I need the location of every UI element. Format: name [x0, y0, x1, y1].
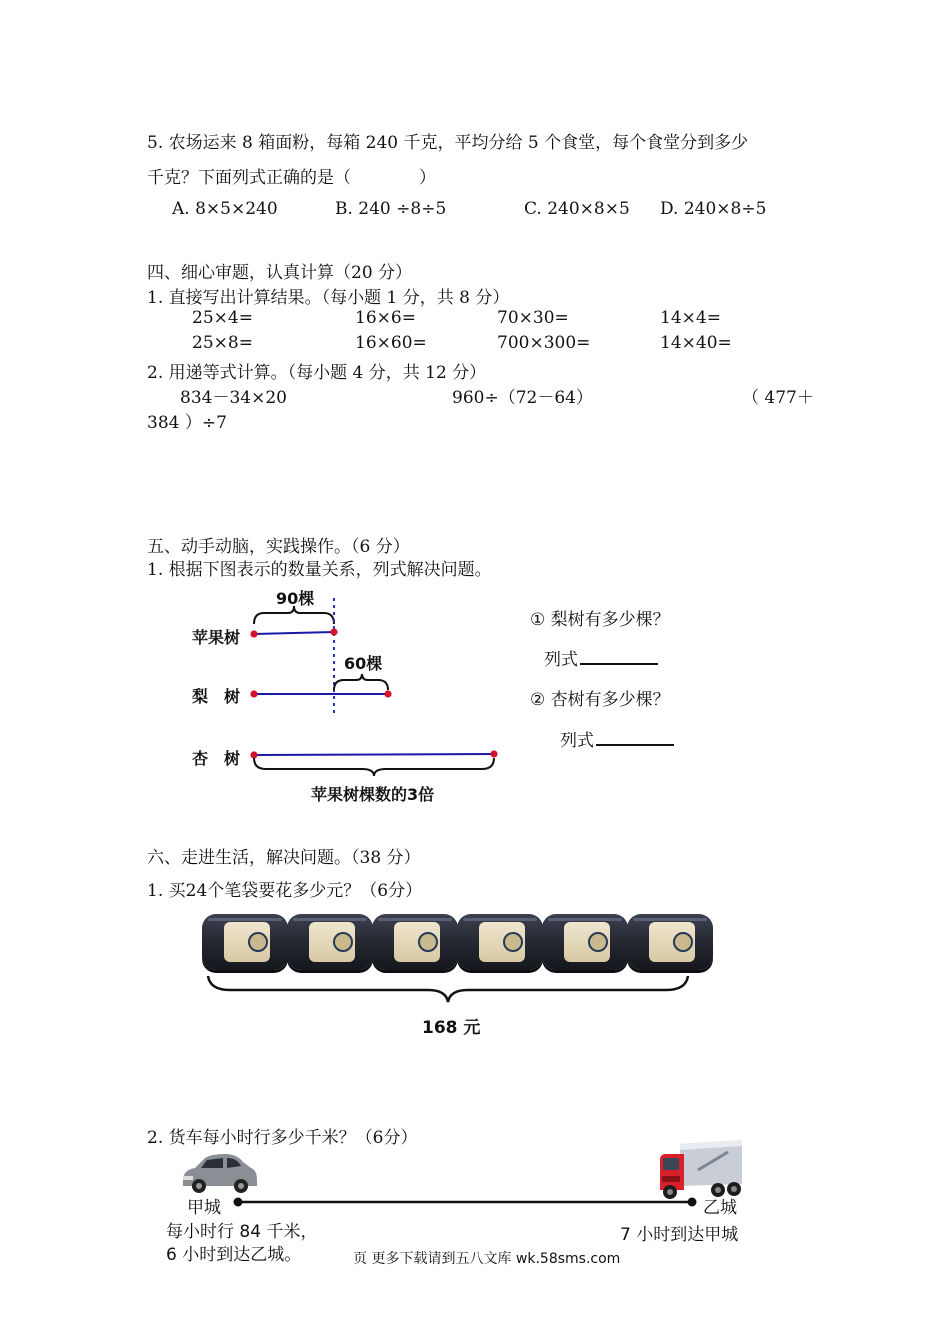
formula-apricot [560, 726, 674, 751]
road-line [230, 1192, 700, 1212]
apple-segment [254, 632, 334, 634]
step-calc-3b: 384 ）÷7 [147, 413, 227, 433]
city-a-dot [234, 1198, 243, 1207]
calc-cell: 16×60= [355, 333, 427, 353]
calc-cell: 700×300= [497, 333, 591, 353]
apricot-segment [254, 754, 494, 755]
label-apricot-tree: 杏 树 [192, 749, 241, 768]
brace-triple [254, 758, 494, 776]
q5-option-d: D. 240×8÷5 [660, 199, 767, 219]
label-pear-tree: 梨 树 [192, 687, 241, 706]
formula-label: 列式 [544, 650, 578, 670]
price-label: 168 元 [422, 1018, 481, 1038]
calc-cell: 14×4= [660, 308, 721, 328]
label-triple: 苹果树棵数的3倍 [311, 785, 435, 804]
label-90: 90棵 [276, 589, 315, 608]
section5-title: 五、动手动脑，实践操作。（6 分） [147, 537, 410, 557]
label-60: 60棵 [344, 654, 383, 673]
step-calc-3a: （ 477＋ [742, 388, 814, 408]
answer-blank[interactable] [580, 645, 658, 665]
city-b-label: 乙城 [703, 1198, 737, 1218]
q5-line1: 5. 农场运来 8 箱面粉，每箱 240 千克，平均分给 5 个食堂，每个食堂分到多少 [147, 133, 749, 153]
q5-line2: 千克？下面列式正确的是（ ） [147, 168, 436, 188]
car-time-text: 6 小时到达乙城。 [166, 1245, 302, 1265]
city-b-dot [688, 1198, 697, 1207]
price-brace [200, 970, 700, 1010]
answer-blank[interactable] [596, 726, 674, 746]
q5-option-c: C. 240×8×5 [524, 199, 630, 219]
section6-part1: 1. 买24个笔袋要花多少元？（6分） [147, 881, 423, 901]
pencil-case-image [202, 914, 288, 970]
apple-end-dot [330, 628, 337, 635]
calc-cell: 25×4= [192, 308, 253, 328]
calc-cell: 14×40= [660, 333, 732, 353]
step-calc-1: 834－34×20 [180, 388, 287, 408]
question-apricot: ② 杏树有多少棵？ [530, 690, 670, 710]
question-pear: ① 梨树有多少棵？ [530, 610, 670, 630]
pencil-case-image [457, 914, 543, 970]
section4-part2: 2. 用递等式计算。（每小题 4 分，共 12 分） [147, 363, 487, 383]
section4-title: 四、细心审题，认真计算（20 分） [147, 263, 413, 283]
apple-start-dot [250, 630, 257, 637]
car-speed-text: 每小时行 84 千米， [166, 1222, 318, 1242]
footer-text: 页 更多下载请到五八文库 wk.58sms.com [353, 1251, 621, 1267]
formula-label: 列式 [560, 731, 594, 751]
city-a-label: 甲城 [187, 1198, 221, 1218]
step-calc-2: 960÷（72－64） [452, 388, 593, 408]
car-image [179, 1150, 259, 1196]
section4-part1: 1. 直接写出计算结果。（每小题 1 分，共 8 分） [147, 288, 510, 308]
apricot-start-dot [250, 751, 257, 758]
section5-part1: 1. 根据下图表示的数量关系，列式解决问题。 [147, 560, 492, 580]
pear-end-dot [384, 690, 391, 697]
label-apple-tree: 苹果树 [192, 628, 241, 647]
pear-start-dot [250, 690, 257, 697]
truck-time-text: 7 小时到达甲城 [620, 1225, 739, 1245]
calc-cell: 70×30= [497, 308, 569, 328]
pencil-case-image [627, 914, 713, 970]
section6-title: 六、走进生活，解决问题。（38 分） [147, 848, 421, 868]
q5-option-b: B. 240 ÷8÷5 [335, 199, 447, 219]
pencil-case-image [372, 914, 458, 970]
section6-part2: 2. 货车每小时行多少千米？（6分） [147, 1128, 418, 1148]
pencil-case-image [287, 914, 373, 970]
pencil-case-image [542, 914, 628, 970]
brace-60 [334, 674, 388, 690]
formula-pear [544, 645, 658, 670]
apricot-end-dot [490, 750, 497, 757]
calc-cell: 25×8= [192, 333, 253, 353]
calc-cell: 16×6= [355, 308, 416, 328]
q5-option-a: A. 8×5×240 [172, 199, 278, 219]
